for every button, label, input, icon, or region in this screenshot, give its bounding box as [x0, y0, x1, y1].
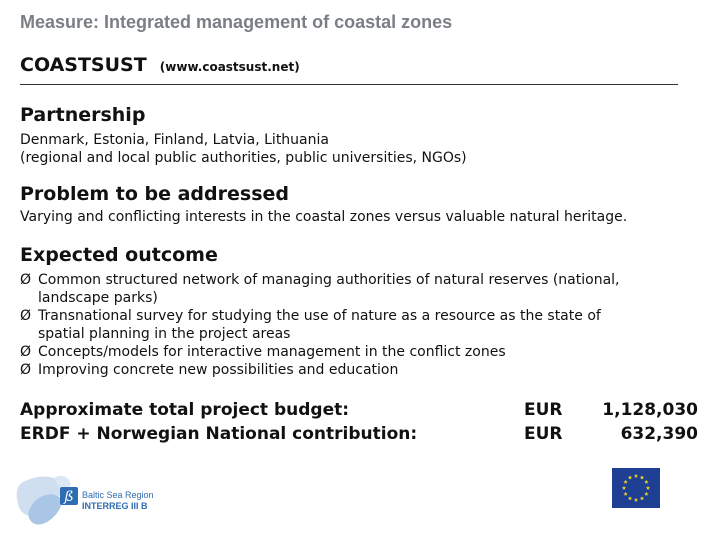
budget-amounts	[524, 398, 698, 446]
outcome-item	[20, 361, 620, 379]
budget-total-row	[524, 398, 698, 422]
budget-total-amount: 1,128,030	[602, 400, 698, 420]
budget-erdf-label: ERDF + Norwegian National contribution:	[20, 424, 418, 444]
outcome-item-line: landscape parks)	[38, 290, 158, 306]
interreg-logo	[14, 470, 164, 532]
partnership-heading: Partnership	[20, 104, 146, 126]
outcome-item	[20, 343, 620, 361]
logo-region-text: Baltic Sea Region	[82, 490, 154, 500]
outcome-item-line: spatial planning in the project areas	[38, 326, 291, 342]
budget-total-label: Approximate total project budget:	[20, 400, 350, 420]
project-url: (www.coastsust.net)	[159, 60, 300, 74]
outcome-item-line: Improving concrete new possibilities and education	[38, 362, 399, 378]
budget-total-currency: EUR	[524, 400, 563, 420]
eu-flag-icon	[612, 468, 660, 508]
arrow-bullet-icon: Ø	[20, 272, 32, 288]
problem-text: Varying and conflicting interests in the coastal zones versus valuable natural heritage.	[20, 209, 628, 225]
problem-heading: Problem to be addressed	[20, 183, 289, 205]
outcome-item-line: Concepts/models for interactive management in the conflict zones	[38, 344, 506, 360]
outcome-heading: Expected outcome	[20, 244, 218, 266]
partnership-countries: Denmark, Estonia, Finland, Latvia, Lithuania	[20, 132, 329, 148]
budget-labels	[20, 398, 417, 446]
partnership-partners: (regional and local public authorities, public universities, NGOs)	[20, 150, 467, 166]
outcome-list	[20, 271, 620, 379]
header-divider	[20, 84, 678, 85]
budget-erdf-currency: EUR	[524, 424, 563, 444]
outcome-item	[20, 271, 620, 307]
logo-program-text: INTERREG III B	[82, 501, 148, 511]
outcome-item-line: Common structured network of managing authorities of natural reserves (national,	[38, 272, 620, 288]
arrow-bullet-icon: Ø	[20, 344, 32, 360]
measure-title: Measure: Integrated management of coastal zones	[20, 12, 453, 32]
budget-erdf-amount: 632,390	[620, 424, 698, 444]
arrow-bullet-icon: Ø	[20, 362, 32, 378]
project-name: COASTSUST	[20, 54, 147, 76]
partnership-text	[20, 131, 467, 167]
arrow-bullet-icon: Ø	[20, 308, 32, 324]
outcome-item-line: Transnational survey for studying the use of nature as a resource as the state of	[38, 308, 601, 324]
outcome-item	[20, 307, 620, 343]
project-header	[20, 54, 300, 76]
budget-erdf-row	[524, 422, 698, 446]
svg-text:ß: ß	[64, 489, 74, 505]
